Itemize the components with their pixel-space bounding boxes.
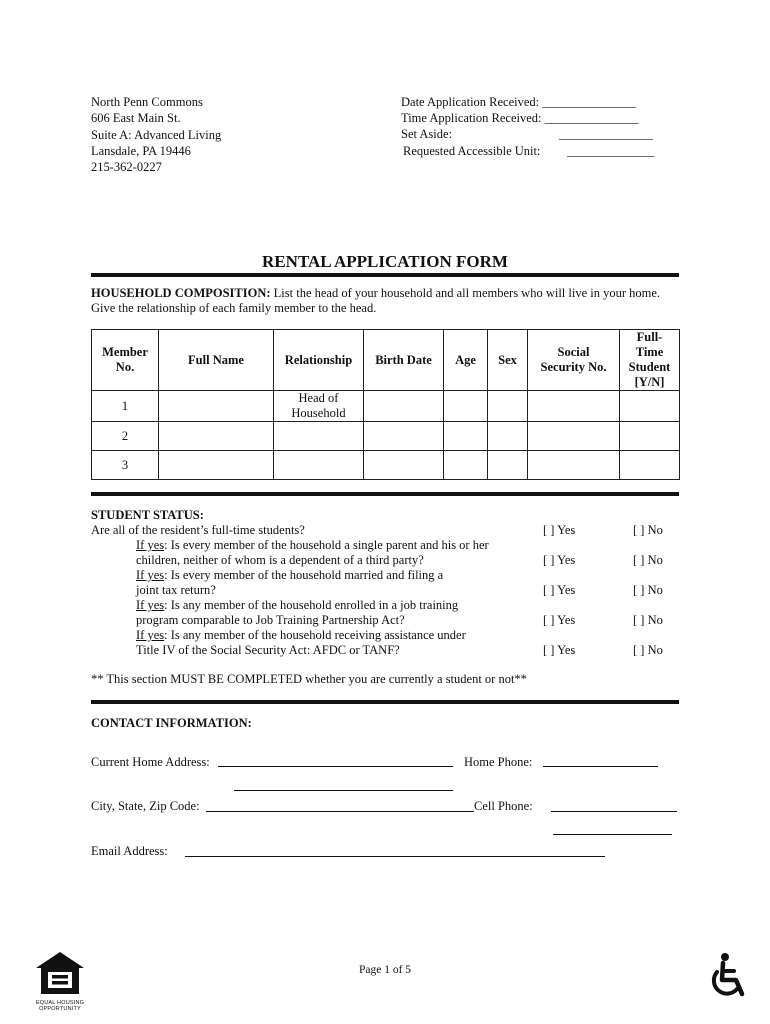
property-city: Lansdale, PA 19446 bbox=[91, 143, 191, 158]
birth-date-cell[interactable] bbox=[364, 451, 444, 480]
member-no-cell: 2 bbox=[92, 422, 159, 451]
page-number: Page 1 of 5 bbox=[358, 964, 412, 976]
city-state-zip-label: City, State, Zip Code: bbox=[91, 799, 200, 813]
eho-line1: EQUAL HOUSING bbox=[35, 1000, 85, 1006]
address-input[interactable] bbox=[218, 766, 453, 767]
student-question-4: If yes: Is any member of the household enrolled in a job training bbox=[136, 598, 459, 612]
student-question-5: If yes: Is any member of the household receiving assistance under bbox=[136, 628, 466, 642]
student-question-3b: joint tax return? bbox=[136, 583, 216, 597]
col-birth-date: Birth Date bbox=[364, 330, 444, 391]
student-question-2: If yes: Is every member of the household a single parent and his or her bbox=[136, 538, 489, 552]
q3-yes-checkbox[interactable]: [ ] Yes bbox=[543, 583, 576, 597]
student-question-4b: program comparable to Job Training Partnership Act? bbox=[136, 613, 405, 627]
col-age: Age bbox=[444, 330, 488, 391]
eho-line2: OPPORTUNITY bbox=[39, 1006, 81, 1012]
table-header-row bbox=[92, 330, 680, 391]
birth-date-cell[interactable] bbox=[364, 391, 444, 422]
set-aside-field[interactable]: _______________ bbox=[559, 127, 653, 141]
wheelchair-accessible-icon bbox=[706, 952, 750, 1000]
home-phone-label: Home Phone: bbox=[464, 755, 533, 769]
property-phone: 215-362-0227 bbox=[91, 160, 162, 175]
household-heading: HOUSEHOLD COMPOSITION: bbox=[91, 286, 271, 300]
student-question-5b: Title IV of the Social Security Act: AFDC or TANF? bbox=[136, 643, 400, 657]
relationship-cell[interactable] bbox=[274, 451, 364, 480]
q4-yes-checkbox[interactable]: [ ] Yes bbox=[543, 613, 576, 627]
contact-divider bbox=[91, 700, 679, 704]
ssn-cell[interactable] bbox=[528, 451, 620, 480]
set-aside-label: Set Aside: bbox=[401, 127, 453, 141]
address-line2-input[interactable] bbox=[234, 790, 453, 791]
accessible-unit-label: Requested Accessible Unit: bbox=[403, 144, 541, 158]
contact-heading: CONTACT INFORMATION: bbox=[91, 716, 252, 730]
student-question-2b: children, neither of whom is a dependent of a third party? bbox=[136, 553, 424, 567]
sex-cell[interactable] bbox=[488, 451, 528, 480]
sex-cell[interactable] bbox=[488, 391, 528, 422]
accessible-unit-field[interactable]: ______________ bbox=[567, 144, 655, 158]
address-label: Current Home Address: bbox=[91, 755, 210, 769]
cell-phone-label: Cell Phone: bbox=[474, 799, 533, 813]
title-divider bbox=[91, 273, 679, 277]
col-ssn: Social Security No. bbox=[528, 330, 620, 391]
ssn-cell[interactable] bbox=[528, 422, 620, 451]
student-status-heading: STUDENT STATUS: bbox=[91, 508, 204, 522]
table-row bbox=[92, 391, 680, 422]
property-street: 606 East Main St. bbox=[91, 111, 181, 126]
student-cell[interactable] bbox=[620, 422, 680, 451]
col-full-time-student: Full- Time Student [Y/N] bbox=[620, 330, 680, 391]
email-input[interactable] bbox=[185, 856, 605, 857]
member-no-cell: 1 bbox=[92, 391, 159, 422]
email-label: Email Address: bbox=[91, 844, 168, 858]
student-cell[interactable] bbox=[620, 391, 680, 422]
age-cell[interactable] bbox=[444, 451, 488, 480]
equal-housing-icon bbox=[34, 950, 86, 996]
equal-housing-logo bbox=[34, 950, 86, 1012]
birth-date-cell[interactable] bbox=[364, 422, 444, 451]
cell-phone-line2-input[interactable] bbox=[553, 834, 672, 835]
student-status-section bbox=[91, 508, 305, 538]
relationship-cell[interactable] bbox=[274, 422, 364, 451]
table-row bbox=[92, 422, 680, 451]
q1-yes-checkbox[interactable]: [ ] Yes bbox=[543, 523, 576, 537]
age-cell[interactable] bbox=[444, 391, 488, 422]
student-divider bbox=[91, 492, 679, 496]
property-address bbox=[91, 94, 221, 175]
full-name-cell[interactable] bbox=[159, 422, 274, 451]
member-no-cell: 3 bbox=[92, 451, 159, 480]
q5-no-checkbox[interactable]: [ ] No bbox=[633, 643, 663, 657]
student-cell[interactable] bbox=[620, 451, 680, 480]
q3-no-checkbox[interactable]: [ ] No bbox=[633, 583, 663, 597]
household-instruction-1: List the head of your household and all members who will live in your home. bbox=[273, 286, 661, 300]
col-relationship: Relationship bbox=[274, 330, 364, 391]
city-state-zip-input[interactable] bbox=[206, 811, 474, 812]
q4-no-checkbox[interactable]: [ ] No bbox=[633, 613, 663, 627]
household-instructions bbox=[91, 286, 660, 301]
cell-phone-input[interactable] bbox=[551, 811, 677, 812]
table-row bbox=[92, 451, 680, 480]
sex-cell[interactable] bbox=[488, 422, 528, 451]
property-suite: Suite A: Advanced Living bbox=[91, 127, 222, 142]
ssn-cell[interactable] bbox=[528, 391, 620, 422]
date-received-field[interactable]: Date Application Received: _______________ bbox=[401, 95, 637, 109]
household-table bbox=[91, 329, 680, 480]
age-cell[interactable] bbox=[444, 422, 488, 451]
form-title: RENTAL APPLICATION FORM bbox=[262, 252, 508, 271]
student-question-3: If yes: Is every member of the household married and filing a bbox=[136, 568, 444, 582]
q2-yes-checkbox[interactable]: [ ] Yes bbox=[543, 553, 576, 567]
property-name: North Penn Commons bbox=[91, 95, 203, 109]
q5-yes-checkbox[interactable]: [ ] Yes bbox=[543, 643, 576, 657]
student-followups bbox=[136, 538, 489, 658]
q1-no-checkbox[interactable]: [ ] No bbox=[633, 523, 663, 537]
relationship-cell: Head of Household bbox=[274, 391, 364, 422]
household-instruction-2: Give the relationship of each family member to the head. bbox=[91, 301, 377, 315]
student-note: ** This section MUST BE COMPLETED whether you are currently a student or not** bbox=[91, 672, 527, 686]
full-name-cell[interactable] bbox=[159, 451, 274, 480]
col-member-no: Member No. bbox=[92, 330, 159, 391]
col-full-name: Full Name bbox=[159, 330, 274, 391]
col-sex: Sex bbox=[488, 330, 528, 391]
q2-no-checkbox[interactable]: [ ] No bbox=[633, 553, 663, 567]
full-name-cell[interactable] bbox=[159, 391, 274, 422]
student-question-1: Are all of the resident’s full-time students? bbox=[91, 523, 305, 537]
time-received-field[interactable]: Time Application Received: _______________ bbox=[401, 111, 639, 125]
home-phone-input[interactable] bbox=[543, 766, 658, 767]
